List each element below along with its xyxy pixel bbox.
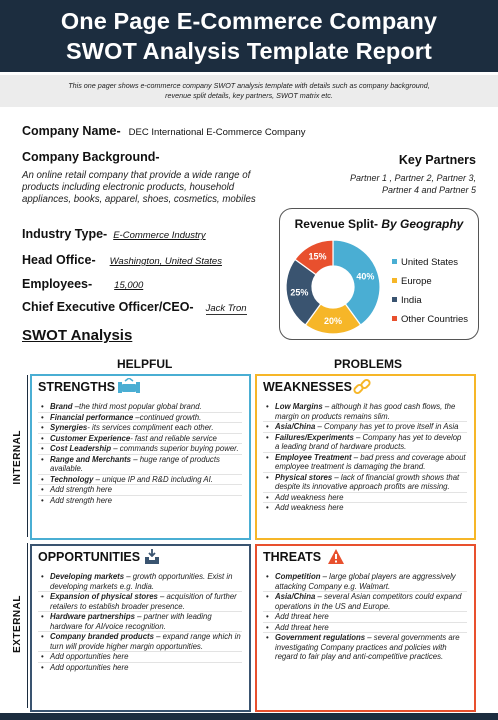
strengths-title: STRENGTHS bbox=[38, 380, 116, 394]
threat-item bbox=[263, 623, 467, 634]
opportunity-item-key: Company branded products bbox=[50, 632, 154, 641]
opportunity-item-text: Add opportunities here bbox=[50, 662, 129, 672]
threat-item-key: Government regulations bbox=[275, 633, 366, 642]
industry-value: E-Commerce Industry bbox=[113, 230, 206, 241]
strength-item-text: - fast and reliable service bbox=[130, 433, 217, 443]
threat-item-text: – several Asian competitors could expand operations in the US and Europe. bbox=[275, 592, 462, 611]
donut-data-label: 40% bbox=[356, 271, 375, 282]
intro-banner bbox=[0, 75, 498, 107]
strength-item bbox=[38, 455, 242, 475]
report-header bbox=[0, 0, 498, 72]
report-title-line2: SWOT Analysis Template Report bbox=[66, 38, 432, 64]
donut-data-label: 20% bbox=[323, 316, 343, 326]
legend-item bbox=[392, 314, 468, 333]
head-office-label: Head Office- bbox=[22, 253, 96, 267]
legend-item bbox=[392, 276, 468, 295]
internal-label: INTERNAL bbox=[12, 430, 23, 485]
head-office-value: Washington, United States bbox=[109, 256, 222, 267]
revenue-split-card bbox=[279, 208, 479, 340]
intro-line1: This one pager shows e-commerce company SWOT analysis template with details such as company background, bbox=[68, 81, 430, 90]
strength-item bbox=[38, 434, 242, 445]
weakness-item bbox=[263, 433, 467, 453]
weakness-item bbox=[263, 493, 467, 504]
opportunity-item-text: Add opportunities here bbox=[50, 652, 129, 661]
strength-item bbox=[38, 402, 242, 413]
threats-title: THREATS bbox=[263, 550, 322, 564]
opportunity-item-text: – expand range which in turn will provide higher margin opportunities. bbox=[50, 632, 241, 651]
weakness-item-key: Low Margins bbox=[275, 402, 323, 411]
key-partners-title: Key Partners bbox=[398, 153, 476, 167]
chart-legend bbox=[392, 257, 468, 333]
strengths-box bbox=[30, 374, 251, 540]
strength-item bbox=[38, 475, 242, 486]
report-title-line1: One Page E-Commerce Company bbox=[60, 8, 438, 34]
company-background-label: Company Background- bbox=[22, 150, 160, 164]
opportunities-box bbox=[30, 544, 251, 712]
threat-item-key: Competition bbox=[275, 572, 321, 581]
strength-item bbox=[38, 413, 242, 424]
strength-item-text: – huge range of products available. bbox=[50, 454, 220, 473]
chart-title bbox=[280, 217, 478, 231]
opportunity-item-text: – partner with leading hardware for AI/voice recognition. bbox=[50, 612, 212, 631]
opportunity-item-key: Developing markets bbox=[50, 572, 125, 581]
strength-item-key: Range and Merchants bbox=[50, 454, 132, 464]
strength-item-key: Synergies bbox=[50, 423, 88, 432]
weakness-item-key: Failures/Experiments bbox=[275, 432, 354, 442]
legend-label: India bbox=[401, 295, 422, 306]
weakness-item-text: – although it has good cash flows, the margin on products remains slim. bbox=[275, 402, 456, 421]
helpful-heading: HELPFUL bbox=[117, 357, 173, 371]
company-name-value: DEC International E-Commerce Company bbox=[128, 127, 306, 138]
opportunity-item bbox=[38, 632, 242, 652]
footer-bar bbox=[0, 713, 498, 720]
chart-title-emphasis: By Geography bbox=[381, 217, 464, 231]
threat-item-text: Add threat here bbox=[275, 622, 329, 632]
weakness-item-text: – lack of financial growth shows that despite its innovative approach profits are missing. bbox=[275, 472, 460, 491]
intro-line2: revenue split details, key partners, SWOT matrix etc. bbox=[165, 91, 333, 100]
opportunity-item bbox=[38, 592, 242, 612]
weakness-item-text: – Company has yet to prove itself in Asia bbox=[315, 422, 459, 431]
threat-item-text: – several governments are investigating Company practices and policies with regard to fair play and anti-competitive practices. bbox=[275, 633, 460, 661]
threat-item bbox=[263, 572, 467, 592]
external-divider bbox=[27, 543, 28, 708]
employees-value: 15,000 bbox=[114, 280, 144, 291]
donut-data-label: 25% bbox=[290, 287, 309, 298]
strength-item-text: – unique IP and R&D including AI. bbox=[93, 474, 213, 484]
weakness-item-text: Add weakness here bbox=[275, 503, 344, 512]
chart-title-text: Revenue Split- bbox=[294, 217, 382, 231]
legend-item bbox=[392, 295, 468, 314]
strength-item-key: Financial performance bbox=[50, 412, 134, 422]
strength-item bbox=[38, 423, 242, 434]
strength-item-text: Add strength here bbox=[50, 485, 112, 494]
strength-item-text: - its services compliment each other. bbox=[87, 423, 214, 432]
ceo-label: Chief Executive Officer/CEO- bbox=[22, 300, 194, 314]
weakness-item-key: Physical stores bbox=[275, 472, 333, 482]
threat-item-text: – large global players are aggressively attacking Company e.g. Walmart. bbox=[275, 572, 456, 591]
strength-item-key: Technology bbox=[50, 474, 94, 484]
strength-item-key: Brand bbox=[50, 402, 73, 411]
strength-item bbox=[38, 444, 242, 455]
strength-item bbox=[38, 496, 242, 506]
weakness-item bbox=[263, 422, 467, 433]
legend-label: Europe bbox=[401, 276, 432, 287]
weakness-item-key: Asia/China bbox=[275, 422, 316, 431]
weakness-item-text: Add weakness here bbox=[275, 492, 344, 502]
threat-item bbox=[263, 612, 467, 623]
strength-item-text: –the third most popular global brand. bbox=[72, 402, 202, 411]
internal-divider bbox=[27, 375, 28, 537]
strength-item-text: –continued growth. bbox=[133, 412, 202, 422]
weakness-item-text: – Company has yet to develop a leading brand of hardware products. bbox=[275, 432, 462, 451]
opportunity-item bbox=[38, 572, 242, 592]
employees-label: Employees- bbox=[22, 277, 93, 291]
strength-item-text: – commands superior buying power. bbox=[111, 444, 239, 453]
threat-item bbox=[263, 633, 467, 662]
key-partners-list bbox=[300, 172, 476, 196]
legend-label: Other Countries bbox=[401, 314, 469, 325]
strength-item-key: Customer Experience bbox=[50, 433, 131, 443]
ceo-value: Jack Tron bbox=[205, 303, 247, 314]
legend-swatch bbox=[392, 259, 397, 264]
revenue-donut-chart bbox=[283, 237, 383, 337]
opportunity-item-text: – growth opportunities. Exist in developing markets e.g. India. bbox=[50, 572, 233, 591]
donut-data-label: 15% bbox=[308, 251, 327, 262]
strength-item-text: Add strength here bbox=[50, 495, 112, 505]
strength-item-key: Cost Leadership bbox=[50, 444, 112, 453]
problems-heading: PROBLEMS bbox=[334, 357, 403, 371]
opportunity-item bbox=[38, 663, 242, 673]
opportunities-title: OPPORTUNITIES bbox=[38, 550, 141, 564]
opportunity-item-key: Hardware partnerships bbox=[50, 612, 135, 621]
legend-swatch bbox=[392, 278, 397, 283]
head-office-row bbox=[22, 253, 222, 267]
weakness-item bbox=[263, 503, 467, 513]
warning-triangle-icon bbox=[327, 548, 345, 565]
company-name-row bbox=[22, 124, 306, 138]
weaknesses-box bbox=[255, 374, 476, 540]
opportunity-item bbox=[38, 652, 242, 663]
legend-swatch bbox=[392, 297, 397, 302]
strengths-icon bbox=[118, 378, 140, 396]
legend-swatch bbox=[392, 316, 397, 321]
weakness-item bbox=[263, 402, 467, 422]
threat-item-text: Add threat here bbox=[275, 612, 329, 621]
legend-label: United States bbox=[401, 257, 459, 268]
weaknesses-title: WEAKNESSES bbox=[263, 380, 352, 394]
threat-item bbox=[263, 592, 467, 612]
weakness-item bbox=[263, 453, 467, 473]
swot-title: SWOT Analysis bbox=[22, 327, 133, 344]
chain-link-icon bbox=[353, 378, 371, 396]
opportunity-item-key: Expansion of physical stores bbox=[50, 592, 158, 601]
employees-row bbox=[22, 277, 143, 291]
opportunity-item bbox=[38, 612, 242, 632]
weakness-item-key: Employee Treatment bbox=[275, 452, 352, 462]
threat-item-key: Asia/China bbox=[275, 592, 316, 601]
key-partners-line1: Partner 1 , Partner 2, Partner 3, bbox=[349, 173, 476, 183]
company-name-label: Company Name- bbox=[22, 124, 121, 138]
ceo-row bbox=[22, 300, 247, 314]
industry-row bbox=[22, 227, 206, 241]
external-label: EXTERNAL bbox=[12, 595, 23, 653]
key-partners-line2: Partner 4 and Partner 5 bbox=[381, 185, 476, 195]
strength-item bbox=[38, 485, 242, 496]
threats-box bbox=[255, 544, 476, 712]
inbox-tray-icon bbox=[144, 549, 160, 565]
opportunity-item-text: – acquisition of further retailers to establish broader presence. bbox=[50, 592, 237, 611]
legend-item bbox=[392, 257, 468, 276]
company-background-value: An online retail company that provide a wide range of products including electronic products, household appliances, books, apparel, shoes, cosmetics, mobiles bbox=[22, 170, 256, 205]
weakness-item bbox=[263, 473, 467, 493]
weakness-item-text: – bad press and coverage about employee treatment is damaging the brand. bbox=[275, 452, 466, 471]
industry-label: Industry Type- bbox=[22, 227, 108, 241]
